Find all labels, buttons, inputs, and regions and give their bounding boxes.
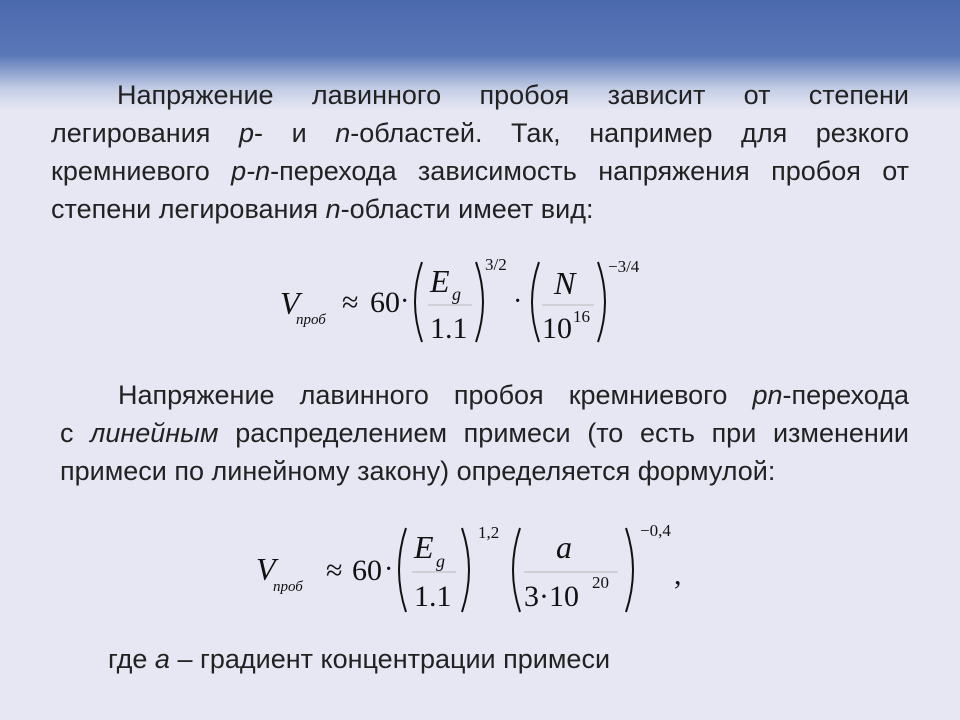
f1-frac2-num: N bbox=[554, 265, 576, 301]
p1-line3 bbox=[51, 152, 909, 190]
f2-left-paren-1 bbox=[399, 528, 406, 612]
f1-exp1: 3/2 bbox=[485, 255, 507, 274]
pn-symbol: pn bbox=[752, 380, 783, 410]
f2-frac1-num-sub: g bbox=[436, 551, 445, 571]
p2-text: Напряжение лавинного пробоя кремниевого bbox=[118, 380, 753, 410]
p1-line2 bbox=[51, 114, 909, 152]
f1-frac1-num-sub: g bbox=[452, 284, 461, 304]
f1-frac1-den: 1.1 bbox=[430, 312, 468, 345]
paragraph-linear-distribution bbox=[60, 376, 909, 490]
f1-frac2-den-sup: 16 bbox=[573, 307, 590, 326]
f1-exp2: −3/4 bbox=[608, 257, 640, 276]
f2-frac2-den-sup: 20 bbox=[592, 573, 609, 592]
f2-dot: · bbox=[384, 554, 394, 585]
f2-coef: 60 bbox=[352, 554, 382, 587]
f1-left-paren-2 bbox=[532, 262, 539, 342]
p2-text: -перехода bbox=[782, 380, 909, 410]
f2-exp1: 1,2 bbox=[478, 523, 500, 542]
p1-line4 bbox=[51, 190, 909, 228]
f1-frac2-den: 10 bbox=[542, 312, 572, 345]
p2-text: распределением примеси (то есть при изменении bbox=[218, 418, 909, 448]
f2-frac1-den: 1.1 bbox=[414, 580, 452, 613]
f2-lhs: V bbox=[256, 551, 276, 587]
f2-left-paren-2 bbox=[513, 528, 520, 612]
f1-left-paren-1 bbox=[415, 262, 422, 342]
f1-lhs-sub: проб bbox=[296, 312, 326, 328]
paragraph-avalanche-breakdown bbox=[51, 76, 909, 228]
f2-frac1-num: E bbox=[414, 529, 434, 565]
f1-dot2: · bbox=[513, 286, 523, 317]
p2-text: с bbox=[60, 418, 91, 448]
f2-exp2: −0,4 bbox=[640, 521, 671, 540]
p1-text: -перехода зависимость напряжения пробоя от bbox=[270, 156, 909, 186]
f1-frac1-num: E bbox=[430, 263, 450, 299]
paragraph-where-a bbox=[108, 640, 668, 678]
p1-line1: Напряжение лавинного пробоя зависит от степени bbox=[117, 80, 909, 110]
n-symbol: n bbox=[335, 118, 351, 148]
p1-text: степени легирования bbox=[51, 194, 326, 224]
f2-trail-comma: , bbox=[674, 558, 682, 591]
f2-frac2-den: 3·10 bbox=[524, 580, 579, 613]
f1-right-paren-2 bbox=[598, 262, 605, 342]
p1-text: - и bbox=[254, 118, 336, 148]
n-symbol: n bbox=[325, 194, 341, 224]
formula-linear-junction bbox=[230, 514, 710, 624]
f1-approx: ≈ bbox=[342, 286, 359, 319]
f2-right-paren-1 bbox=[462, 528, 469, 612]
f2-right-paren-2 bbox=[626, 528, 633, 612]
p1-text: -областей. Так, например для резкого bbox=[350, 118, 909, 148]
p1-text: кремниевого bbox=[51, 156, 232, 186]
f2-frac2-num: a bbox=[556, 529, 572, 565]
formula-abrupt-junction bbox=[250, 250, 670, 355]
p2-line1 bbox=[60, 376, 909, 414]
linear-word: линейным bbox=[90, 418, 219, 448]
pn-symbol: p-n bbox=[231, 156, 271, 186]
f1-coef: 60 bbox=[370, 286, 400, 319]
f2-approx: ≈ bbox=[326, 554, 343, 587]
a-symbol: a bbox=[154, 644, 170, 674]
p3-text: где bbox=[108, 644, 155, 674]
f1-lhs: V bbox=[280, 285, 300, 321]
p-symbol: p bbox=[238, 118, 255, 148]
p3-text: – градиент концентрации примеси bbox=[169, 644, 611, 674]
p2-line2 bbox=[60, 414, 909, 452]
p1-text: -области имеет вид: bbox=[340, 194, 594, 224]
f1-dot: · bbox=[400, 286, 410, 317]
f2-lhs-sub: проб bbox=[273, 579, 303, 595]
f1-right-paren-1 bbox=[476, 262, 483, 342]
p1-text: легирования bbox=[51, 118, 239, 148]
p2-line3: примеси по линейному закону) определяется формулой: bbox=[60, 456, 776, 486]
